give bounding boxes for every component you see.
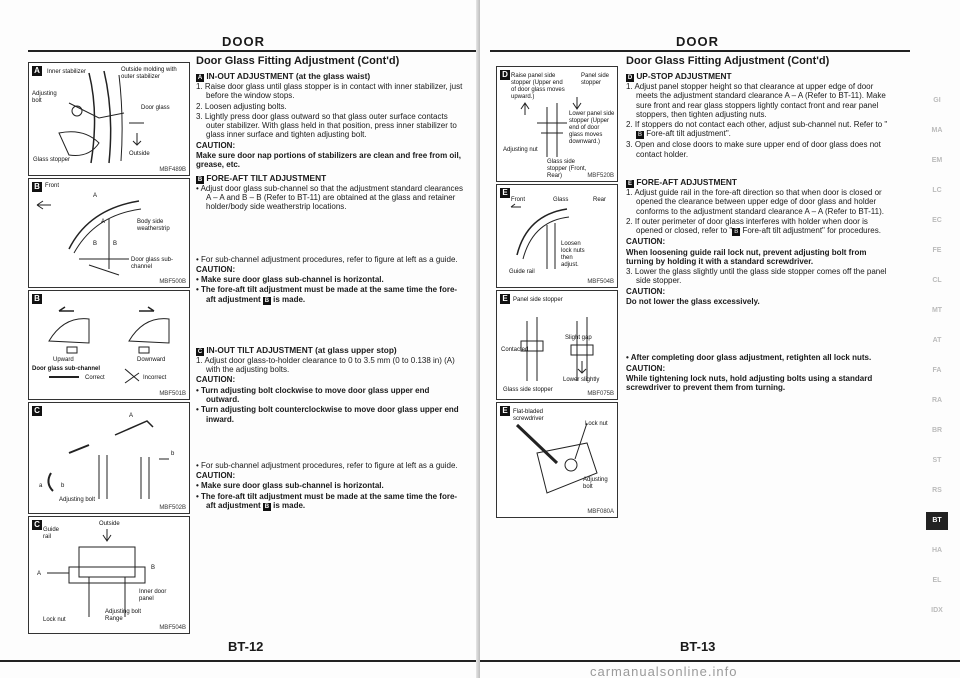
spacer (196, 425, 464, 461)
section-mark: B (264, 297, 270, 304)
caution-bullet-2-text: Turn adjusting bolt counterclockwise to move door glass upper end inward. (201, 405, 459, 424)
step-3: 3. Lower the glass slightly until the glass side stopper comes off the panel side stopper. (626, 267, 887, 286)
spacer (626, 160, 892, 174)
section-tab-ha[interactable]: HA (931, 547, 943, 554)
right-header: DOOR (676, 34, 719, 49)
step-2 (626, 120, 892, 139)
label-front: Front (45, 183, 60, 189)
left-top-rule (28, 50, 476, 52)
section-mark: D (627, 75, 633, 81)
section-tab-ra[interactable]: RA (931, 397, 943, 404)
right-top-rule (490, 50, 910, 52)
label-b-left: b (61, 483, 65, 489)
in-out-adjustment-title: IN-OUT ADJUSTMENT (at the glass waist) (206, 71, 371, 81)
step-2-end: Fore-aft tilt adjustment" for procedures. (742, 226, 881, 236)
caution-label: CAUTION: (626, 286, 666, 296)
section-tab-st[interactable]: ST (932, 457, 942, 464)
step-2-text: 2. If outer perimeter of door glass interferes with holder when door is opened or closed, refer to " (626, 216, 868, 236)
left-text-column (196, 55, 464, 512)
section-tab-br[interactable]: BR (931, 427, 943, 434)
fore-aft-title: FORE-AFT ADJUSTMENT (636, 177, 737, 188)
label-adjusting-bolt: Adjusting bolt (583, 477, 608, 490)
label-b-right: b (171, 451, 175, 457)
label-panel-side-stopper: Panel side stopper (581, 73, 610, 86)
figure-fore-aft-clearance (28, 178, 190, 288)
section-tab-ec[interactable]: EC (932, 217, 942, 224)
label-glass-side-stopper: Glass side stopper (503, 387, 553, 393)
caution-bullet-2: • The fore-aft tilt adjustment must be made at the same time the fore-aft adjustment B is made. (196, 285, 458, 304)
section-tab-idx[interactable]: IDX (931, 607, 943, 614)
right-page (480, 0, 960, 678)
label-door-glass-sub-channel: Door glass sub-channel (131, 257, 174, 270)
label-adjusting-nut: Adjusting nut (503, 147, 538, 153)
label-b-right: B (113, 241, 118, 247)
section-tab-ma[interactable]: MA (931, 127, 943, 134)
page-number-left: BT-12 (228, 639, 264, 654)
label-a: A (37, 571, 42, 577)
bullet-2-text: For sub-channel adjustment procedures, refer to figure at left as a guide. (201, 254, 458, 264)
label-inner-door-panel: Inner door panel (139, 589, 167, 602)
label-a-left: a (39, 483, 43, 489)
caution-bullet-1: • Turn adjusting bolt clockwise to move door glass upper end outward. (196, 385, 430, 404)
label-adjusting-bolt: Adjusting bolt (59, 497, 96, 503)
fore-aft-tilt-heading (196, 174, 464, 184)
caution-bullet-3-text: Make sure door glass sub-channel is horizontal. (201, 481, 384, 491)
section-title: Door Glass Fitting Adjustment (Cont'd) (196, 55, 400, 67)
label-outside: Outside (99, 521, 120, 527)
section-mark: E (627, 181, 632, 188)
section-tab-gi[interactable]: GI (933, 97, 941, 104)
figure-code: MBF502B (159, 505, 186, 511)
label-front: Front (511, 197, 526, 203)
caution-label: CAUTION: (196, 264, 236, 274)
section-tab-lc[interactable]: LC (932, 187, 942, 194)
figure-screwdriver (496, 402, 618, 518)
section-mark: C (197, 348, 203, 355)
in-out-tilt-heading (196, 346, 464, 356)
label-glass-stopper: Glass stopper (33, 157, 71, 163)
up-stop-title: UP-STOP ADJUSTMENT (636, 71, 732, 81)
step-1: 1. Adjust panel stopper height so that clearance at upper edge of door meets the adjustment standard clearance A – A (Refer to BT-11). Make sure front and rear glass stoppers lightly contact front and rear panel stoppers, then tighten adjusting nuts. (626, 82, 886, 119)
left-page (0, 0, 480, 678)
label-body-side-weatherstrip: Body side weatherstrip (137, 219, 170, 232)
caution-bullet-4-end: is made. (273, 501, 306, 511)
label-flat-bladed-screwdriver: Flat-bladed screwdriver (513, 409, 544, 422)
after-adjustment-bullet: • After completing door glass adjustment, retighten all lock nuts. (626, 353, 872, 363)
step-1: 1. Adjust guide rail in the fore-aft direction so that when door is closed or opened the clearance between upper edge of door glass and holder conforms to the adjustment standard clearance A – A (Refer to BT-11). (626, 188, 884, 216)
caution-bullet-3: • Make sure door glass sub-channel is horizontal. (196, 481, 384, 491)
label-incorrect: Incorrect (143, 375, 167, 381)
section-tab-el[interactable]: EL (932, 577, 942, 584)
step-2 (626, 217, 892, 236)
label-b: B (151, 565, 156, 571)
in-out-tilt-title: IN-OUT TILT ADJUSTMENT (at glass upper stop) (206, 344, 397, 355)
bullet-1-text: Adjust door glass sub-channel so that the adjustment standard clearances A – A and B – B (Refer to BT-11) are obtained at the glass and retainer holder/body side weatherstrip locations. (200, 183, 463, 212)
label-a: A (129, 413, 134, 419)
label-adjusting-bolt: Adjusting bolt (32, 91, 57, 104)
label-upward: Upward (53, 357, 74, 363)
watermark-text: carmanualsonline.info (590, 664, 738, 679)
label-guide-rail: Guide rail (43, 527, 60, 540)
section-tab-em[interactable]: EM (931, 157, 943, 164)
figure-stoppers (496, 290, 618, 400)
caution-label: CAUTION: (196, 140, 236, 150)
figure-code: MBF504B (587, 279, 614, 285)
step-3: 3. Lightly press door glass outward so that glass outer surface contacts outer stabilizer. With glass held in that position, press inner stabilizer to glass inner surface and tighten adjusting bolt. (196, 111, 457, 140)
figure-sub-channel-horizontal (28, 290, 190, 400)
label-panel-side-stopper: Panel side stopper (513, 297, 563, 303)
section-mark: B (734, 229, 739, 236)
caution-label: CAUTION: (196, 375, 236, 385)
caution-bullet-1-text: Turn adjusting bolt clockwise to move door glass upper end outward. (201, 385, 430, 404)
label-correct: Correct (85, 375, 105, 381)
label-guide-rail: Guide rail (509, 269, 535, 275)
label-a-mid: A (101, 219, 106, 225)
caution-bullet-4-text: The fore-aft tilt adjustment must be made at the same time the fore-aft adjustment (201, 491, 458, 511)
figure-code: MBF504B (159, 625, 186, 631)
label-lock-nut: Lock nut (585, 421, 608, 427)
caution-text: Do not lower the glass excessively. (626, 297, 760, 307)
label-lower-slightly: Lower slightly (563, 377, 600, 383)
label-door-glass: Door glass (141, 105, 170, 111)
step-3: 3. Open and close doors to make sure upper end of door glass does not contact holder. (626, 140, 881, 159)
section-tab-fe[interactable]: FE (932, 247, 942, 254)
label-downward: Downward (137, 357, 166, 363)
bullet-2: • For sub-channel adjustment procedures, refer to figure at left as a guide. (196, 254, 458, 264)
section-tab-cl[interactable]: CL (932, 277, 942, 284)
label-b-left: B (93, 241, 98, 247)
figure-sub-channel-horizontal-drawing (29, 291, 189, 399)
section-tab-bt[interactable]: BT (926, 512, 948, 530)
figure-up-stop (496, 66, 618, 182)
figure-in-out-tilt (28, 402, 190, 514)
caution-bullet-1-text: Make sure door glass sub-channel is horizontal. (201, 275, 384, 285)
label-lower-panel-stopper: Lower panel side stopper (Upper end of door glass moves downward.) (569, 111, 615, 145)
caution-text: Make sure door nap portions of stabilizers are clean and free from oil, grease, etc. (196, 151, 461, 170)
after-adjustment-text: After completing door glass adjustment, retighten all lock nuts. (630, 353, 872, 363)
label-inner-stabilizer: Inner stabilizer (47, 69, 87, 75)
spacer (626, 307, 892, 353)
bullet-1: • For sub-channel adjustment procedures, refer to figure at left as a guide. (196, 460, 458, 470)
label-contacted: Contacted (501, 347, 529, 353)
step-2-end: Fore-aft tilt adjustment". (646, 129, 731, 139)
section-tab-at[interactable]: AT (932, 337, 942, 344)
label-glass: Glass (553, 197, 569, 203)
section-tab-rs[interactable]: RS (932, 487, 942, 494)
caution-label: CAUTION: (626, 363, 666, 373)
figure-mark-e: C (32, 520, 42, 530)
up-stop-heading (626, 72, 892, 82)
figure-code: MBF520B (587, 173, 614, 179)
step-2-text: 2. If stoppers do not contact each other, adjust sub-channel nut. Refer to " (626, 120, 888, 130)
label-outside-molding: Outside molding with outer stabilizer (121, 67, 177, 80)
fore-aft-tilt-title: FORE-AFT TILT ADJUSTMENT (206, 172, 327, 183)
caution-bullet-4: • The fore-aft tilt adjustment must be made at the same time the fore-aft adjustment B is made. (196, 491, 458, 511)
in-out-adjustment-heading (196, 72, 464, 82)
spacer (196, 306, 464, 342)
caution-label: CAUTION: (196, 471, 236, 481)
caution-bullet-1: • Make sure door glass sub-channel is horizontal. (196, 275, 384, 285)
caution-bullet-2: • Turn adjusting bolt counterclockwise to move door glass upper end inward. (196, 405, 459, 424)
right-text-column (626, 55, 892, 394)
caution-label: CAUTION: (626, 237, 666, 247)
step-2: 2. Loosen adjusting bolts. (196, 101, 287, 111)
figure-mark-e: E (500, 188, 510, 198)
fore-aft-heading (626, 178, 892, 188)
label-slight-gap: Slight gap (565, 335, 592, 341)
figure-fore-aft (496, 184, 618, 288)
label-sub-channel: Door glass sub-channel (32, 366, 101, 372)
figure-code: MBF501B (159, 391, 186, 397)
caution-text: While tightening lock nuts, hold adjusting bolts using a standard screwdriver to prevent them from turning. (626, 373, 873, 393)
section-title: Door Glass Fitting Adjustment (Cont'd) (626, 55, 830, 67)
step-1: 1. Adjust door glass-to-holder clearance to 0 to 3.5 mm (0 to 0.138 in) (A) with the adjusting bolts. (196, 355, 455, 375)
figure-mark-a: A (32, 66, 42, 76)
label-raise-panel-stopper: Raise panel side stopper (Upper end of door glass moves upward.) (511, 73, 565, 100)
figure-guide-rail (28, 516, 190, 634)
section-mark: A (197, 75, 203, 81)
label-outside: Outside (129, 151, 150, 157)
figure-in-out-tilt-drawing (29, 403, 189, 513)
bullet-1-text: For sub-channel adjustment procedures, refer to figure at left as a guide. (201, 460, 458, 470)
left-bottom-rule (0, 660, 476, 662)
label-lock-nut: Lock nut (43, 617, 66, 623)
figure-code: MBF075B (587, 391, 614, 397)
figure-code: MBF489B (159, 167, 186, 173)
figure-mark-d: D (500, 70, 510, 80)
section-mark: B (637, 132, 642, 139)
figure-mark-f: E (500, 294, 510, 304)
left-header: DOOR (222, 34, 265, 49)
bullet-1: • Adjust door glass sub-channel so that the adjustment standard clearances A – A and B – B (Refer to BT-11) are obtained at the glass and retainer holder/body side weatherstrip locations. (196, 183, 463, 212)
section-mark: B (197, 176, 203, 183)
label-loosen-lock-nuts: Loosen lock nuts then adjust. (561, 241, 585, 268)
figure-code: MBF500B (159, 279, 186, 285)
figure-mark-g: E (500, 406, 510, 416)
figure-mark-c: B (32, 294, 42, 304)
step-1: 1. Raise door glass until glass stopper is in contact with inner stabilizer, just before the window stops. (196, 82, 463, 101)
spacer (196, 213, 464, 255)
section-mark: B (264, 504, 270, 511)
figure-mark-d: C (32, 406, 42, 416)
label-rear: Rear (593, 197, 607, 203)
section-tab-fa[interactable]: FA (932, 367, 942, 374)
label-a-top: A (93, 193, 98, 199)
caution-text: When loosening guide rail lock nut, prevent adjusting bolt from turning by holding it with a standard screwdriver. (626, 247, 867, 266)
figure-code: MBF080A (587, 509, 614, 515)
figure-in-out-waist (28, 62, 190, 176)
figure-mark-b: B (32, 182, 42, 192)
label-glass-side-stopper: Glass side stopper (Front, Rear) (547, 159, 587, 179)
section-tab-mt[interactable]: MT (931, 307, 943, 314)
caution-bullet-2-text: The fore-aft tilt adjustment must be made at the same time the fore-aft adjustment (201, 285, 458, 304)
page-number-right: BT-13 (680, 639, 716, 654)
label-adjusting-bolt-range: Adjusting bolt Range (105, 609, 142, 622)
right-bottom-rule (480, 660, 960, 662)
caution-bullet-2-end: is made. (273, 294, 306, 304)
